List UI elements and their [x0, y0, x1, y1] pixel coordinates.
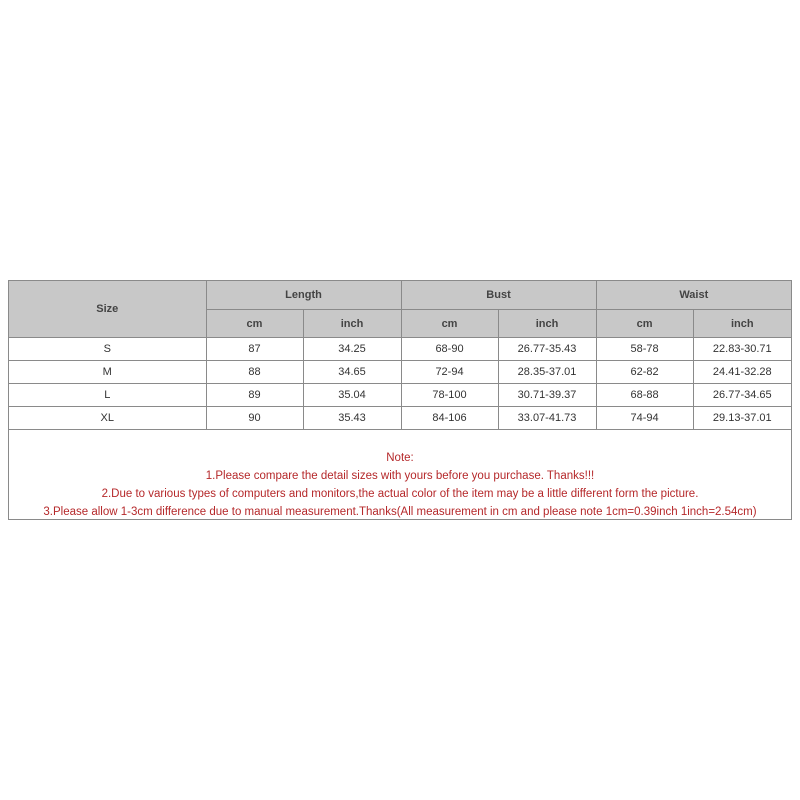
waist-cm-header: cm	[596, 310, 693, 338]
bust-cm-header: cm	[401, 310, 498, 338]
length-cm-cell: 89	[206, 384, 303, 407]
note-line: 2.Due to various types of computers and monitors,the actual color of the item may be a little different form the picture.	[101, 488, 699, 500]
bust-header: Bust	[401, 281, 596, 310]
waist-inch-cell: 24.41-32.28	[693, 361, 791, 384]
size-cell: L	[9, 384, 206, 407]
bust-inch-header: inch	[498, 310, 596, 338]
waist-inch-cell: 22.83-30.71	[693, 338, 791, 361]
waist-inch-cell: 26.77-34.65	[693, 384, 791, 407]
length-cm-cell: 90	[206, 407, 303, 430]
note-title: Note:	[386, 452, 414, 464]
size-cell: XL	[9, 407, 206, 430]
size-cell: M	[9, 361, 206, 384]
size-table	[9, 281, 791, 430]
waist-header: Waist	[596, 281, 791, 310]
size-header: Size	[9, 281, 206, 338]
table-row	[9, 407, 791, 430]
bust-inch-cell: 30.71-39.37	[498, 384, 596, 407]
bust-cm-cell: 84-106	[401, 407, 498, 430]
waist-cm-cell: 58-78	[596, 338, 693, 361]
bust-inch-cell: 28.35-37.01	[498, 361, 596, 384]
table-row	[9, 338, 791, 361]
length-inch-cell: 35.04	[303, 384, 401, 407]
table-row	[9, 384, 791, 407]
length-cm-header: cm	[206, 310, 303, 338]
note-line: 1.Please compare the detail sizes with yours before you purchase. Thanks!!!	[205, 470, 595, 482]
length-cm-cell: 88	[206, 361, 303, 384]
table-row	[9, 361, 791, 384]
waist-cm-cell: 68-88	[596, 384, 693, 407]
waist-inch-cell: 29.13-37.01	[693, 407, 791, 430]
size-chart	[8, 280, 792, 520]
length-inch-cell: 35.43	[303, 407, 401, 430]
bust-cm-cell: 78-100	[401, 384, 498, 407]
group-header-row	[9, 281, 791, 310]
size-cell: S	[9, 338, 206, 361]
length-inch-header: inch	[303, 310, 401, 338]
bust-cm-cell: 68-90	[401, 338, 498, 361]
bust-inch-cell: 33.07-41.73	[498, 407, 596, 430]
length-inch-cell: 34.65	[303, 361, 401, 384]
waist-inch-header: inch	[693, 310, 791, 338]
bust-cm-cell: 72-94	[401, 361, 498, 384]
length-header: Length	[206, 281, 401, 310]
waist-cm-cell: 74-94	[596, 407, 693, 430]
bust-inch-cell: 26.77-35.43	[498, 338, 596, 361]
length-cm-cell: 87	[206, 338, 303, 361]
notes-section	[9, 430, 791, 521]
note-line: 3.Please allow 1-3cm difference due to manual measurement.Thanks(All measurement in cm and please note 1cm=0.39inch 1inch=2.54cm)	[43, 506, 757, 518]
waist-cm-cell: 62-82	[596, 361, 693, 384]
length-inch-cell: 34.25	[303, 338, 401, 361]
